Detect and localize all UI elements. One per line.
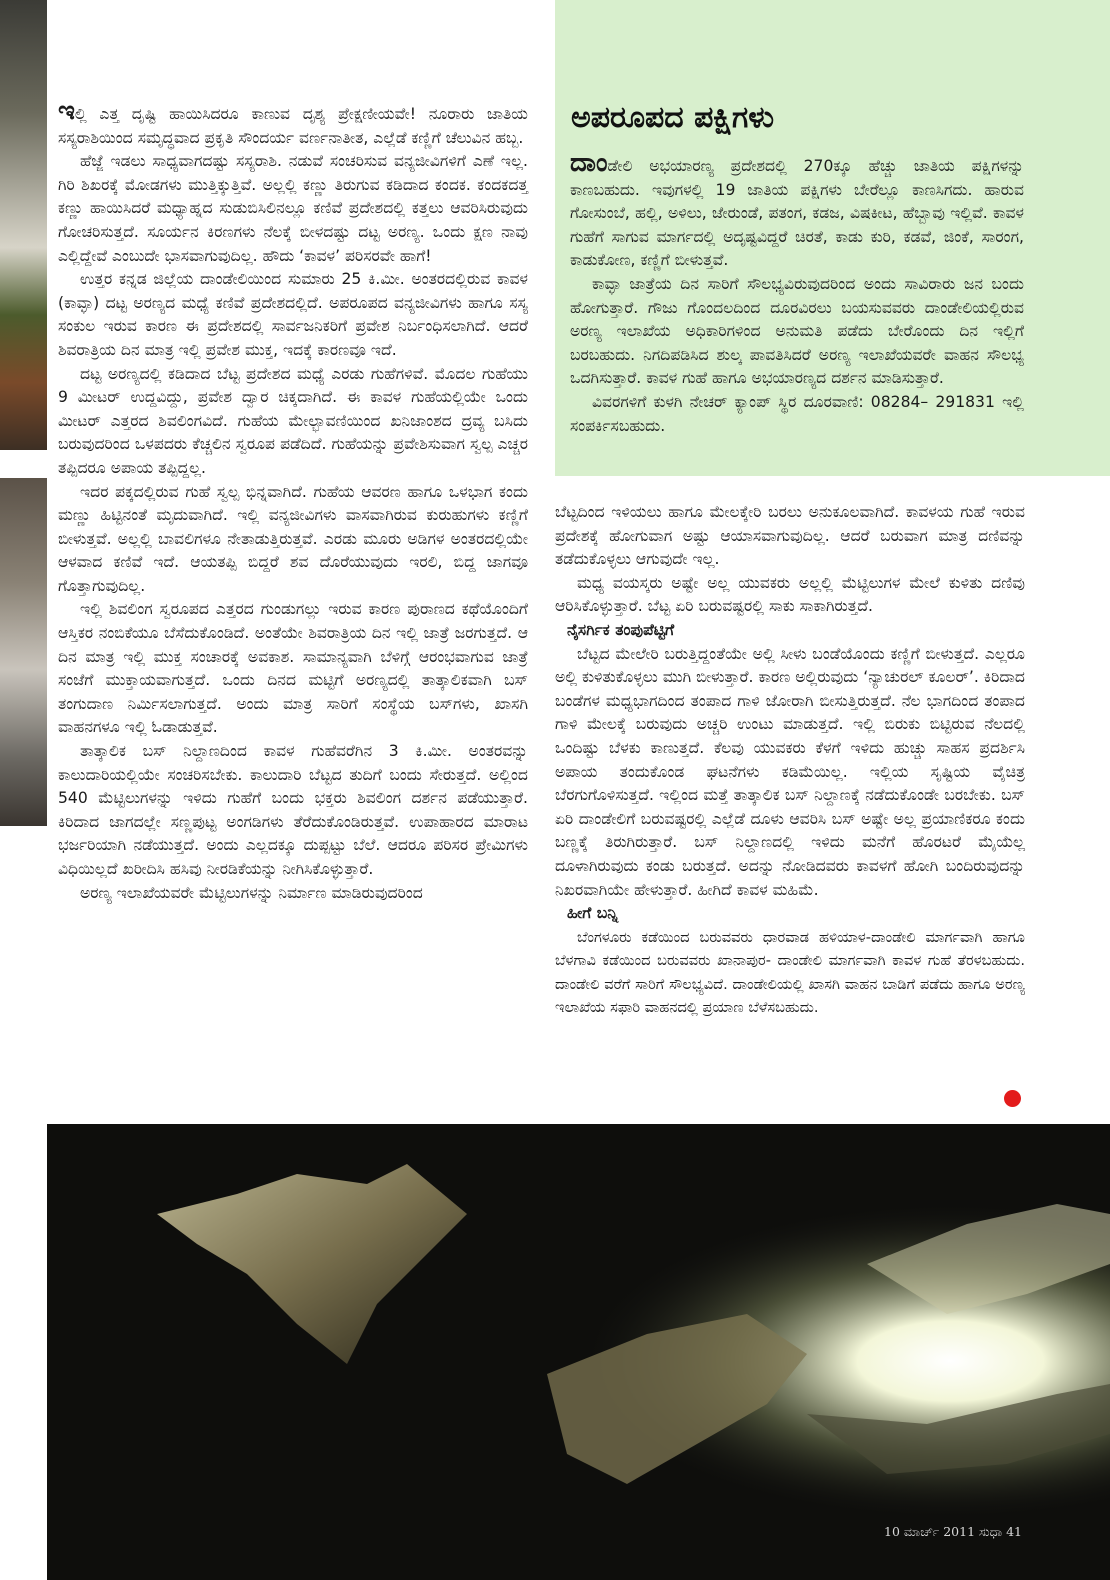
left-edge-photo-top [0,0,47,450]
subheading-how-to-reach: ಹೀಗೆ ಬನ್ನಿ [567,904,619,923]
paragraph: ಬೆಂಗಳೂರು ಕಡೆಯಿಂದ ಬರುವವರು ಧಾರವಾಡ ಹಳಿಯಾಳ-ದಾಂಡೇಲಿ ಮಾರ್ಗವಾಗಿ ಹಾಗೂ ಬೆಳಗಾವಿ ಕಡೆಯಿಂದ ಬರುವವರು ಖಾನಾಪುರ- ದಾಂಡೇಲಿ ಮಾರ್ಗವಾಗಿ ಕಾವಳ ಗುಹೆ ತೆರಳಬಹುದು. ದಾಂಡೇಲಿ ವರೆಗೆ ಸಾರಿಗೆ ಸೌಲಭ್ಯವಿದೆ. ದಾಂಡೇಲಿಯಲ್ಲಿ ಖಾಸಗಿ ವಾಹನ ಬಾಡಿಗೆ ಪಡೆದು ಹಾಗೂ ಅರಣ್ಯ ಇಲಾಖೆಯ ಸಫಾರಿ ವಾಹನದಲ್ಲಿ ಪ್ರಯಾಣ ಬೆಳೆಸಬಹುದು. [555,928,1025,1017]
paragraph: ಬೆಟ್ಟದ ಮೇಲೇರಿ ಬರುತ್ತಿದ್ದಂತೆಯೇ ಅಲ್ಲಿ ಸೀಳು ಬಂಡೆಯೊಂದು ಕಣ್ಣಿಗೆ ಬೀಳುತ್ತದೆ. ಎಲ್ಲರೂ ಅಲ್ಲಿ ಕುಳಿತುಕೊಳ್ಳಲು ಮುಗಿ ಬೀಳುತ್ತಾರೆ. ಕಾರಣ ಅಲ್ಲಿರುವುದು ‘ನ್ಯಾಚುರಲ್ ಕೂಲರ್’. ಕಿರಿದಾದ ಬಂಡೆಗಳ ಮಧ್ಯಭಾಗದಿಂದ ತಂಪಾದ ಗಾಳಿ ಜೋರಾಗಿ ಬೀಸುತ್ತಿರುತ್ತದೆ. ನೆಲ ಭಾಗದಿಂದ ತಂಪಾದ ಗಾಳಿ ಮೇಲಕ್ಕೆ ಬರುವುದು ಅಚ್ಚರಿ ಉಂಟು ಮಾಡುತ್ತದೆ. ಇಲ್ಲಿ ಬಿರುಕು ಬಿಟ್ಟಿರುವ ನೆಲದಲ್ಲಿ ಒಂದಿಷ್ಟು ಬೆಳಕು ಕಾಣುತ್ತದೆ. ಕೆಲವು ಯುವಕರು ಕೆಳಗೆ ಇಳಿದು ಹುಚ್ಚು ಸಾಹಸ ಪ್ರದರ್ಶಿಸಿ ಅಪಾಯ ತಂದುಕೊಂಡ ಘಟನೆಗಳು ಕಡಿಮೆಯಿಲ್ಲ. ಇಲ್ಲಿಯ ಸೃಷ್ಟಿಯ ವೈಚಿತ್ರ ಬೆರಗುಗೊಳಿಸುತ್ತದೆ. ಇಲ್ಲಿಂದ ಮತ್ತೆ ತಾತ್ಕಾಲಿಕ ಬಸ್ ನಿಲ್ದಾಣಕ್ಕೆ ನಡೆದುಕೊಂಡೇ ಬರಬೇಕು. ಬಸ್ ಏರಿ ದಾಂಡೇಲಿಗೆ ಬರುವಷ್ಟರಲ್ಲಿ ಎಲ್ಲೆಡೆ ದೂಳು ಆವರಿಸಿ ಬಸ್ ಅಷ್ಟೇ ಅಲ್ಲ ಪ್ರಯಾಣಿಕರೂ ಕಂದು ಬಣ್ಣಕ್ಕೆ ತಿರುಗಿರುತ್ತಾರೆ. ಬಸ್ ನಿಲ್ದಾಣದಲ್ಲಿ ಇಳಿದು ಮನೆಗೆ ಹೊರಟರೆ ಮೈಯೆಲ್ಲ ದೂಳಾಗಿರುವುದು ಕಂಡು ಬರುತ್ತದೆ. ಅದನ್ನು ನೋಡಿದವರು ಕಾವಳಗೆ ಹೋಗಿ ಬಂದಿರುವುದನ್ನು ನಿಖರವಾಗಿಯೇ ಹೇಳುತ್ತಾರೆ. ಹೀಗಿದೆ ಕಾವಳ ಮಹಿಮೆ. [555,644,1025,899]
paragraph: ವಿವರಗಳಿಗೆ ಕುಳಗಿ ನೇಚರ್ ಕ್ಯಾಂಪ್ ಸ್ಥಿರ ದೂರವಾಣಿ: 08284– 291831 ಇಲ್ಲಿ ಸಂಪರ್ಕಿಸಬಹುದು. [570,392,1024,435]
cave-photo [47,1124,1110,1580]
paragraph: ಬೆಟ್ಟದಿಂದ ಇಳಿಯಲು ಹಾಗೂ ಮೇಲಕ್ಕೇರಿ ಬರಲು ಅನುಕೂಲವಾಗಿದೆ. ಕಾವಳಯ ಗುಹೆ ಇರುವ ಪ್ರದೇಶಕ್ಕೆ ಹೋಗುವಾಗ ಅಷ್ಟು ಆಯಾಸವಾಗುವುದಿಲ್ಲ. ಆದರೆ ಬರುವಾಗ ಮಾತ್ರ ದಣಿವನ್ನು ತಡೆದುಕೊಳ್ಳಲು ಆಗುವುದೇ ಇಲ್ಲ. [555,503,1025,569]
paragraph: ಇಲ್ಲಿ ಎತ್ತ ದೃಷ್ಟಿ ಹಾಯಿಸಿದರೂ ಕಾಣುವ ದೃಶ್ಯ ಪ್ರೇಕ್ಷಣೀಯವೇ! ನೂರಾರು ಜಾತಿಯ ಸಸ್ಯರಾಶಿಯಿಂದ ಸಮೃದ್ಧವಾದ ಪ್ರಕೃತಿ ಸೌಂದರ್ಯ ವರ್ಣನಾತೀತ, ಎಲ್ಲೆಡೆ ಕಣ್ಣಿಗೆ ಚೆಲುವಿನ ಹಬ್ಬ. [58,96,528,147]
paragraph: ಅರಣ್ಯ ಇಲಾಖೆಯವರೇ ಮೆಟ್ಟಿಲುಗಳನ್ನು ನಿರ್ಮಾಣ ಮಾಡಿರುವುದರಿಂದ [80,883,423,902]
left-edge-photo-middle [0,478,47,826]
paragraph: ಹೆಜ್ಜೆ ಇಡಲು ಸಾಧ್ಯವಾಗದಷ್ಟು ಸಸ್ಯರಾಶಿ. ನಡುವೆ ಸಂಚರಿಸುವ ವನ್ಯಜೀವಿಗಳಿಗೆ ಎಣೆ ಇಲ್ಲ. ಗಿರಿ ಶಿಖರಕ್ಕೆ ಮೋಡಗಳು ಮುತ್ತಿಕ್ಕುತ್ತಿವೆ. ಅಲ್ಲಲ್ಲಿ ಕಣ್ಣು ತಿರುಗುವ ಕಡಿದಾದ ಕಂದಕ. ಕಂದಕದತ್ತ ಕಣ್ಣು ಹಾಯಿಸಿದರೆ ಮಧ್ಯಾಹ್ನದ ಸುಡುಬಿಸಿಲಿನಲ್ಲೂ ಕಣಿವೆ ಪ್ರದೇಶದಲ್ಲಿ ಕತ್ತಲು ಆವರಿಸಿರುವುದು ಗೋಚರಿಸುತ್ತದೆ. ಸೂರ್ಯನ ಕಿರಣಗಳು ನೆಲಕ್ಕೆ ಬೀಳದಷ್ಟು ದಟ್ಟ ಅರಣ್ಯ. ಒಂದು ಕ್ಷಣ ನಾವು ಎಲ್ಲಿದ್ದೇವೆ ಎಂಬುದೇ ಭಾಸವಾಗುವುದಿಲ್ಲ. ಹೌದು ‘ಕಾವಳ’ ಪರಿಸರವೇ ಹಾಗೆ! [58,152,528,265]
paragraph: ಇದರ ಪಕ್ಕದಲ್ಲಿರುವ ಗುಹೆ ಸ್ವಲ್ಪ ಭಿನ್ನವಾಗಿದೆ. ಗುಹೆಯ ಆವರಣ ಹಾಗೂ ಒಳಭಾಗ ಕಂದು ಮಣ್ಣು ಹಿಟ್ಟಿನಂತೆ ಮೃದುವಾಗಿದೆ. ಇಲ್ಲಿ ವನ್ಯಜೀವಿಗಳು ವಾಸವಾಗಿರುವ ಕುರುಹುಗಳು ಕಣ್ಣಿಗೆ ಬೀಳುತ್ತವೆ. ಅಲ್ಲಲ್ಲಿ ಬಾವಲಿಗಳೂ ನೇತಾಡುತ್ತಿರುತ್ತವೆ. ಎರಡು ಮೂರು ಅಡಿಗಳ ಅಂತರದಲ್ಲಿಯೇ ಆಳವಾದ ಕಣಿವೆ ಇದೆ. ಆಯತಪ್ಪಿ ಬಿದ್ದರೆ ಶವ ದೊರೆಯುವುದು ಇರಲಿ, ಬಿದ್ದ ಜಾಗವೂ ಗೊತ್ತಾಗುವುದಿಲ್ಲ. [58,482,528,595]
paragraph: ಮಧ್ಯ ವಯಸ್ಕರು ಅಷ್ಟೇ ಅಲ್ಲ ಯುವಕರು ಅಲ್ಲಲ್ಲಿ ಮೆಟ್ಟಿಲುಗಳ ಮೇಲೆ ಕುಳಿತು ದಣಿವು ಆರಿಸಿಕೊಳ್ಳುತ್ತಾರೆ. ಬೆಟ್ಟ ಏರಿ ಬರುವಷ್ಟರಲ್ಲಿ ಸಾಕು ಸಾಕಾಗಿರುತ್ತದೆ. [555,573,1025,616]
paragraph: ತಾತ್ಕಾಲಿಕ ಬಸ್ ನಿಲ್ದಾಣದಿಂದ ಕಾವಳ ಗುಹೆವರೆಗಿನ 3 ಕಿ.ಮೀ. ಅಂತರವನ್ನು ಕಾಲುದಾರಿಯಲ್ಲಿಯೇ ಸಂಚರಿಸಬೇಕು. ಕಾಲುದಾರಿ ಬೆಟ್ಟದ ತುದಿಗೆ ಬಂದು ಸೇರುತ್ತದೆ. ಅಲ್ಲಿಂದ 540 ಮೆಟ್ಟಿಲುಗಳನ್ನು ಇಳಿದು ಗುಹೆಗೆ ಬಂದು ಭಕ್ತರು ಶಿವಲಿಂಗ ದರ್ಶನ ಪಡೆಯುತ್ತಾರೆ. ಕಿರಿದಾದ ಜಾಗದಲ್ಲೇ ಸಣ್ಣಪುಟ್ಟ ಅಂಗಡಿಗಳು ತೆರೆದುಕೊಂಡಿರುತ್ತವೆ. ಉಪಾಹಾರದ ಮಾರಾಟ ಭರ್ಜರಿಯಾಗಿ ನಡೆಯುತ್ತದೆ. ಅಂದು ಎಲ್ಲದಕ್ಕೂ ದುಪ್ಪಟ್ಟು ಬೆಲೆ. ಆದರೂ ಪರಿಸರ ಪ್ರೇಮಿಗಳು ವಿಧಿಯಿಲ್ಲದೆ ಖರೀದಿಸಿ ಹಸಿವು ನೀರಡಿಕೆಯನ್ನು ನೀಗಿಸಿಕೊಳ್ಳುತ್ತಾರೆ. [58,742,528,878]
paragraph: ದಟ್ಟ ಅರಣ್ಯದಲ್ಲಿ ಕಡಿದಾದ ಬೆಟ್ಟ ಪ್ರದೇಶದ ಮಧ್ಯೆ ಎರಡು ಗುಹೆಗಳಿವೆ. ಮೊದಲ ಗುಹೆಯು 9 ಮೀಟರ್ ಉದ್ದವಿದ್ದು, ಪ್ರವೇಶ ದ್ವಾರ ಚಿಕ್ಕದಾಗಿದೆ. ಈ ಕಾವಳ ಗುಹೆಯಲ್ಲಿಯೇ ಒಂದು ಮೀಟರ್ ಎತ್ತರದ ಶಿವಲಿಂಗವಿದೆ. ಗುಹೆಯ ಮೇಲ್ಭಾವಣಿಯಿಂದ ಖನಿಜಾಂಶದ ದ್ರವ್ಯ ಬಸಿದು ಬರುವುದರಿಂದ ಒಳಪದರು ಕೆಚ್ಚಲಿನ ಸ್ವರೂಪ ಪಡೆದಿದೆ. ಗುಹೆಯನ್ನು ಪ್ರವೇಶಿಸುವಾಗ ಸ್ವಲ್ಪ ಎಚ್ಚರ ತಪ್ಪಿದರೂ ಅಪಾಯ ತಪ್ಪಿದ್ದಲ್ಲ. [58,364,529,477]
right-column [555,501,1025,1020]
paragraph: ದಾಂಡೇಲಿ ಅಭಯಾರಣ್ಯ ಪ್ರದೇಶದಲ್ಲಿ 270ಕ್ಕೂ ಹೆಚ್ಚು ಜಾತಿಯ ಪಕ್ಷಿಗಳನ್ನು ಕಾಣಬಹುದು. ಇವುಗಳಲ್ಲಿ 19 ಜಾತಿಯ ಪಕ್ಷಿಗಳು ಬೇರೆಲ್ಲೂ ಕಾಣಸಿಗದು. ಹಾರುವ ಗೋಸುಂಬೆ, ಹಲ್ಲಿ, ಅಳಿಲು, ಜೇರುಂಡೆ, ಪತಂಗ, ಕಡಜ, ವಿಷಕೀಟ, ಹೆಬ್ಬಾವು ಇಲ್ಲಿವೆ. ಕಾವಳ ಗುಹೆಗೆ ಸಾಗುವ ಮಾರ್ಗದಲ್ಲಿ ಅದೃಷ್ಟವಿದ್ದರೆ ಚಿರತೆ, ಕಾಡು ಕುರಿ, ಕಡವೆ, ಜಿಂಕೆ, ಸಾರಂಗ, ಕಾಡುಕೋಣ, ಕಣ್ಣಿಗೆ ಬೀಳುತ್ತವೆ. [570,148,1024,270]
paragraph: ಉತ್ತರ ಕನ್ನಡ ಜಿಲ್ಲೆಯ ದಾಂಡೇಲಿಯಿಂದ ಸುಮಾರು 25 ಕಿ.ಮೀ. ಅಂತರದಲ್ಲಿರುವ ಕಾವಳ (ಕಾವ್ಳಾ) ದಟ್ಟ ಅರಣ್ಯದ ಮಧ್ಯೆ ಕಣಿವೆ ಪ್ರದೇಶದಲ್ಲಿದೆ. ಅಪರೂಪದ ವನ್ಯಜೀವಿಗಳು ಹಾಗೂ ಸಸ್ಯ ಸಂಕುಲ ಇರುವ ಕಾರಣ ಈ ಪ್ರದೇಶದಲ್ಲಿ ಸಾರ್ವಜನಿಕರಿಗೆ ಪ್ರವೇಶ ನಿರ್ಬಂಧಿಸಲಾಗಿದೆ. ಆದರೆ ಶಿವರಾತ್ರಿಯ ದಿನ ಮಾತ್ರ ಇಲ್ಲಿ ಪ್ರವೇಶ ಮುಕ್ತ, ಇದಕ್ಕೆ ಕಾರಣವೂ ಇದೆ. [58,270,528,359]
sidebar-box-title: ಅಪರೂಪದ ಪಕ್ಷಿಗಳು [571,100,775,135]
subheading-natural-cooler: ನೈಸರ್ಗಿಕ ತಂಪುಪೆಟ್ಟಿಗೆ [567,620,675,639]
paragraph: ಇಲ್ಲಿ ಶಿವಲಿಂಗ ಸ್ವರೂಪದ ಎತ್ತರದ ಗುಂಡುಗಲ್ಲು ಇರುವ ಕಾರಣ ಪುರಾಣದ ಕಥೆಯೊಂದಿಗೆ ಆಸ್ತಿಕರ ನಂಬಿಕೆಯೂ ಬೆಸೆದುಕೊಂಡಿದೆ. ಅಂತೆಯೇ ಶಿವರಾತ್ರಿಯ ದಿನ ಇಲ್ಲಿ ಜಾತ್ರೆ ಜರಗುತ್ತದೆ. ಆ ದಿನ ಮಾತ್ರ ಇಲ್ಲಿ ಮುಕ್ತ ಸಂಚಾರಕ್ಕೆ ಅವಕಾಶ. ಸಾಮಾನ್ಯವಾಗಿ ಬೆಳಿಗ್ಗೆ ಆರಂಭವಾಗುವ ಜಾತ್ರೆ ಸಂಜೆಗೆ ಮುಕ್ತಾಯವಾಗುತ್ತದೆ. ಒಂದು ದಿನದ ಮಟ್ಟಿಗೆ ಅರಣ್ಯದಲ್ಲಿ ತಾತ್ಕಾಲಿಕವಾಗಿ ಬಸ್ ತಂಗುದಾಣ ನಿರ್ಮಿಸಲಾಗುತ್ತದೆ. ಅಂದು ಮಾತ್ರ ಸಾರಿಗೆ ಸಂಸ್ಥೆಯ ಬಸ್‌ಗಳು, ಖಾಸಗಿ ವಾಹನಗಳೂ ಇಲ್ಲಿ ಓಡಾಡುತ್ತವೆ. [58,600,528,737]
paragraph: ಕಾವ್ಳಾ ಜಾತ್ರೆಯ ದಿನ ಸಾರಿಗೆ ಸೌಲಭ್ಯವಿರುವುದರಿಂದ ಅಂದು ಸಾವಿರಾರು ಜನ ಬಂದು ಹೋಗುತ್ತಾರೆ. ಗೌಜು ಗೊಂದಲದಿಂದ ದೂರವಿರಲು ಬಯಸುವವರು ದಾಂಡೇಲಿಯಲ್ಲಿರುವ ಅರಣ್ಯ ಇಲಾಖೆಯ ಅಧಿಕಾರಿಗಳಿಂದ ಅನುಮತಿ ಪಡೆದು ಬೇರೊಂದು ದಿನ ಇಲ್ಲಿಗೆ ಬರಬಹುದು. ನಿಗದಿಪಡಿಸಿದ ಶುಲ್ಕ ಪಾವತಿಸಿದರೆ ಅರಣ್ಯ ಇಲಾಖೆಯವರೇ ವಾಹನ ಸೌಲಭ್ಯ ಒದಗಿಸುತ್ತಾರೆ. ಕಾವಳ ಗುಹೆ ಹಾಗೂ ಅಭಯಾರಣ್ಯದ ದರ್ಶನ ಮಾಡಿಸುತ್ತಾರೆ. [570,274,1024,388]
page-footer: 10 ಮಾರ್ಚ್ 2011 ಸುಧಾ 41 [884,1524,1022,1539]
left-column [58,96,529,905]
end-of-article-dot [1004,1090,1021,1107]
sidebar-box-body [570,148,1024,438]
